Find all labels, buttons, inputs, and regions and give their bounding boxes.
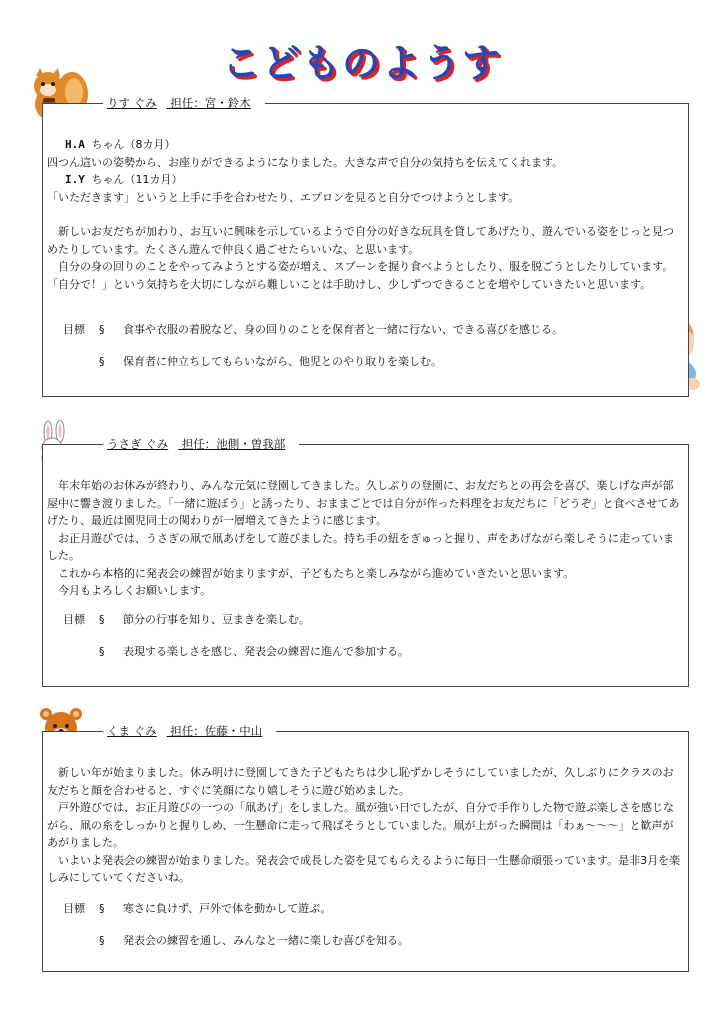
paragraph: 新しい年が始まりました。休み明けに登園してきた子どもたちは少し恥ずかしそうにしていましたが、久しぶりにクラスのお友だちと顔を合わせると、すぐに笑顔になり嬉しそうに遊び始めました。 [47,766,674,797]
child-text: 「いただきます」というと上手に手を合わせたり、エプロンを見ると自分でつけようとします。 [47,190,520,204]
section-risu [42,96,689,397]
goal-line [99,932,409,949]
class-body-usagi [47,477,682,600]
class-heading-risu [103,95,265,111]
class-name: うさぎ ぐみ [107,437,169,451]
goal-text: 節分の行事を知り、豆まきを楽しむ。 [123,613,310,626]
goal-line [63,321,563,338]
class-body-risu [47,136,682,293]
section-mark: § [99,323,105,336]
class-name: りす ぐみ [107,96,157,110]
child-text: 四つん這いの姿勢から、お座りができるようになりました。大きな声で自分の気持ちを伝えてくれます。 [47,155,564,169]
goal-text: 表現する楽しさを感じ、発表会の練習に進んで参加する。 [123,645,409,658]
paragraph: いよいよ発表会の練習が始まりました。発表会で成長した姿を見てもらえるように毎日一生懸命頑張っています。是非3月を楽しみにしていてくださいね。 [47,853,681,884]
goal-line [63,900,331,917]
class-heading-usagi [103,436,299,452]
section-mark: § [99,645,105,658]
goal-label: 目標 [63,323,85,336]
goal-line [99,353,442,370]
teacher-name: 担任：佐藤・中山 [170,724,263,738]
goal-text: 保育者に仲立ちしてもらいながら、他児とのやり取りを楽しむ。 [123,355,442,368]
paragraph: お正月遊びでは、うさぎの凧で凧あげをして遊びました。持ち手の紐をぎゅっと握り、声をあげながら楽しそうに走っていました。 [47,531,674,562]
goal-text: 寒さに負けず、戸外で体を動かして遊ぶ。 [123,902,332,915]
goal-label: 目標 [63,613,85,626]
paragraph: 年末年始のお休みが終わり、みんな元気に登園してきました。久しぶりの登園に、お友だちとの再会を喜び、楽しげな声が部屋中に響き渡りました。「一緒に遊ぼう」と誘ったり、おままごとでは自分が作った料理をお友だちに「どうぞ」と食べさせてあげたり、最近は園児同士の関わりが一層増えてきたように感じます。 [47,479,680,527]
class-body-kuma [47,764,682,887]
goal-text: 食事や衣服の着脱など、身の回りのことを保育者と一緒に行ない、できる喜びを感じる。 [123,323,563,336]
section-kuma [42,724,689,972]
child-line: I.Y ちゃん（11カ月） [65,173,183,186]
section-mark: § [99,902,105,915]
page-title: こどものようす [221,41,502,85]
class-name: くま ぐみ [107,724,157,738]
teacher-name: 担任：宮・鈴木 [170,96,251,110]
section-usagi [42,437,689,687]
goal-line [99,643,409,660]
teacher-name: 担任：池側・曽我部 [181,437,286,451]
paragraph: これから本格的に発表会の練習が始まりますが、子どもたちと楽しみながら進めていきたいと思います。 [58,566,575,580]
paragraph: 戸外遊びでは、お正月遊びの一つの「凧あげ」をしました。風が強い日でしたが、自分で手作りした物で遊ぶ楽しさを感じながら、凧の糸をしっかりと握りしめ、一生懸命に走って飛ばそうとしていました。凧が上がった瞬間は「わぁ～～～」と歓声があがりました。 [47,801,674,849]
paragraph: 今月もよろしくお願いします。 [58,584,212,597]
goal-label: 目標 [63,902,85,915]
paragraph: 自分の身の回りのことをやってみようとする姿が増え、スプーンを握り食べようとしたり、服を脱ごうとしたりしています。「自分で！」という気持ちを大切にしながら難しいことは手助けし、少しずつできることを増やしていきたいと思います。 [47,260,674,291]
section-mark: § [99,934,105,947]
section-mark: § [99,613,105,626]
goal-text: 発表会の練習を通し、みんなと一緒に楽しむ喜びを知る。 [123,934,409,947]
goal-line [63,611,310,628]
class-heading-kuma [103,723,276,739]
section-mark: § [99,355,105,368]
child-line: H.A ちゃん（8カ月） [65,138,176,151]
paragraph: 新しいお友だちが加わり、お互いに興味を示しているようで自分の好きな玩具を貸してあげたり、遊んでいる姿をじっと見つめたりしています。たくさん遊んで仲良く過ごせたらいいな、と思います。 [47,225,674,256]
